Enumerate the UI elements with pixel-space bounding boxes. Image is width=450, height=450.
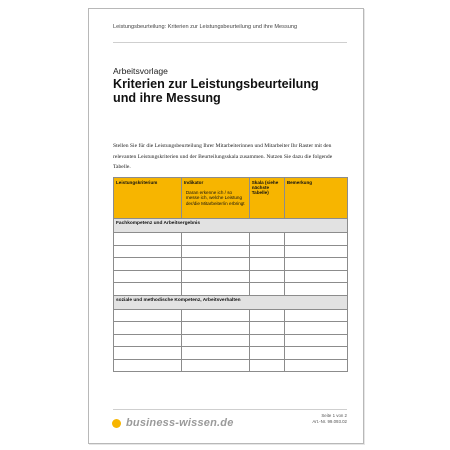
- publisher-logo: [112, 416, 234, 430]
- table-cell[interactable]: [181, 258, 249, 271]
- table-cell[interactable]: [181, 347, 249, 360]
- table-cell[interactable]: [114, 322, 182, 335]
- table-cell[interactable]: [284, 283, 347, 296]
- table-cell[interactable]: [284, 245, 347, 258]
- table-cell[interactable]: [284, 270, 347, 283]
- table-cell[interactable]: [114, 258, 182, 271]
- running-header: Leistungsbeurteilung: Kriterien zur Leistungsbeurteilung und ihre Messung: [113, 24, 298, 30]
- table-cell[interactable]: [181, 270, 249, 283]
- article-number: Art.-Nr. 99.093.02: [312, 419, 347, 424]
- table-cell[interactable]: [114, 283, 182, 296]
- table-row: [114, 245, 348, 258]
- table-cell[interactable]: [284, 322, 347, 335]
- header-divider: [113, 42, 347, 43]
- criteria-table: [113, 177, 348, 372]
- footer-divider: [113, 409, 347, 410]
- column-header-scale: Skala (siehe nächste Tabelle): [249, 178, 284, 219]
- table-cell[interactable]: [249, 359, 284, 372]
- table-row: [114, 309, 348, 322]
- section-title-professional: Fachkompetenz und Arbeitsergebnis: [114, 219, 348, 233]
- section-row: [114, 295, 348, 309]
- table-cell[interactable]: [284, 233, 347, 246]
- column-header-criterion: Leistungskriterium: [114, 178, 182, 219]
- table-cell[interactable]: [114, 347, 182, 360]
- table-cell[interactable]: [249, 347, 284, 360]
- table-cell[interactable]: [249, 245, 284, 258]
- column-header-indicator: Indikator Daran erkenne ich / so messe ich, welche Leistung der/die Mitarbeiter/in erbringt: [181, 178, 249, 219]
- section-row: [114, 219, 348, 233]
- section-title-social: soziale und methodische Kompetenz, Arbeitsverhalten: [114, 295, 348, 309]
- table-row: [114, 258, 348, 271]
- table-cell[interactable]: [181, 334, 249, 347]
- table-cell[interactable]: [284, 347, 347, 360]
- table-cell[interactable]: [284, 309, 347, 322]
- document-kicker: Arbeitsvorlage: [113, 66, 168, 76]
- table-cell[interactable]: [181, 359, 249, 372]
- table-cell[interactable]: [114, 245, 182, 258]
- logo-dot-icon: [112, 419, 121, 428]
- table-cell[interactable]: [284, 359, 347, 372]
- table-cell[interactable]: [249, 334, 284, 347]
- table-header-row: [114, 178, 348, 219]
- table-row: [114, 359, 348, 372]
- table-cell[interactable]: [181, 322, 249, 335]
- column-header-remark: Bemerkung: [284, 178, 347, 219]
- table-cell[interactable]: [114, 233, 182, 246]
- table-row: [114, 334, 348, 347]
- table-cell[interactable]: [249, 283, 284, 296]
- table-cell[interactable]: [181, 245, 249, 258]
- table-cell[interactable]: [284, 334, 347, 347]
- table-cell[interactable]: [181, 233, 249, 246]
- table-cell[interactable]: [181, 283, 249, 296]
- document-title: Kriterien zur Leistungsbeurteilung und ihre Messung: [113, 77, 319, 105]
- indicator-subtext: Daran erkenne ich / so messe ich, welche Leistung der/die Mitarbeiter/in erbringt: [185, 190, 245, 206]
- table-cell[interactable]: [249, 270, 284, 283]
- intro-paragraph: Stellen Sie für die Leistungsbeurteilung Ihrer Mitarbeiterinnen und Mitarbeiter Ihr Raster mit den relevanten Leistungskriterien und der Beurteilungsskala zusammen. Nutzen Sie dazu die folgende Tabelle.: [113, 143, 333, 170]
- table-cell[interactable]: [114, 309, 182, 322]
- table-cell[interactable]: [249, 258, 284, 271]
- table-row: [114, 233, 348, 246]
- page-number: Seite 1 von 2: [321, 413, 347, 418]
- table-cell[interactable]: [114, 334, 182, 347]
- table-cell[interactable]: [249, 322, 284, 335]
- table-row: [114, 322, 348, 335]
- table-cell[interactable]: [114, 359, 182, 372]
- table-cell[interactable]: [249, 309, 284, 322]
- table-cell[interactable]: [249, 233, 284, 246]
- table-cell[interactable]: [284, 258, 347, 271]
- table-row: [114, 283, 348, 296]
- table-row: [114, 270, 348, 283]
- page-info: [312, 413, 347, 425]
- document-page: [88, 8, 364, 444]
- logo-text: business-wissen.de: [126, 417, 234, 429]
- table-row: [114, 347, 348, 360]
- table-cell[interactable]: [114, 270, 182, 283]
- table-cell[interactable]: [181, 309, 249, 322]
